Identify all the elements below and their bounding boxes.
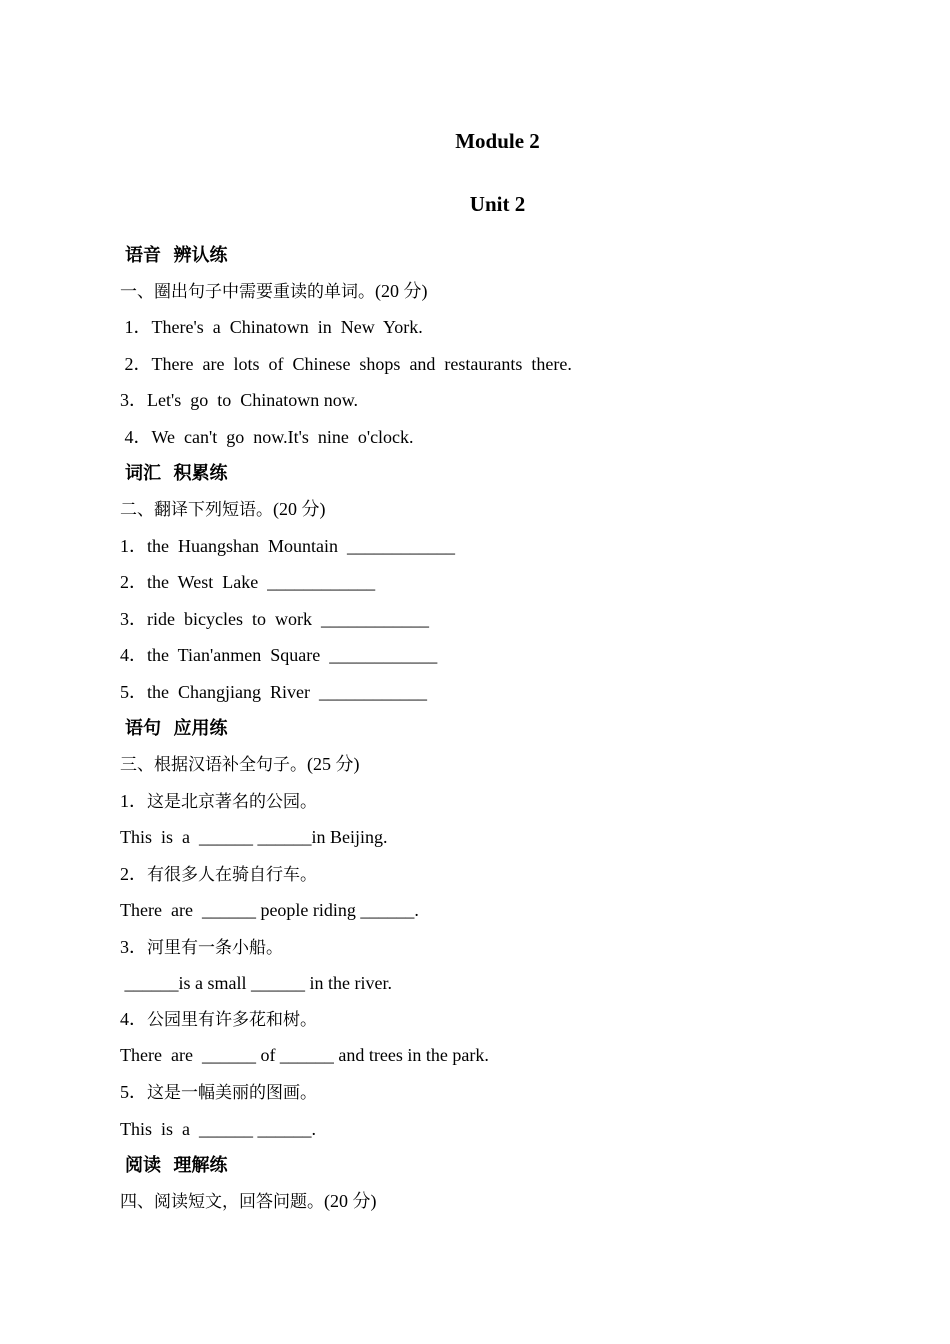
- question-item: 3．Let's go to Chinatown now.: [120, 390, 359, 410]
- heading-3-text: 三、根据汉语补全句子。: [120, 755, 307, 775]
- item-number: 2．: [120, 864, 147, 884]
- question-item: 5．the Changjiang River ____________: [120, 682, 427, 702]
- heading-2-score: (20 分): [273, 499, 326, 519]
- english-fill-line: This is a ______ ______.: [120, 1119, 316, 1139]
- page-title-module: Module 2: [455, 129, 540, 153]
- item-number: 1．: [120, 791, 147, 811]
- chinese-prompt: [120, 1008, 317, 1031]
- question-item: 2．There are lots of Chinese shops and restaurants there.: [120, 354, 572, 374]
- section-heading-1: [120, 280, 428, 303]
- chinese-text: 有很多人在骑自行车。: [147, 865, 317, 885]
- english-fill-line: ______is a small ______ in the river.: [120, 973, 392, 993]
- section-heading-3: [120, 753, 360, 776]
- heading-2-text: 二、翻译下列短语。: [120, 500, 273, 520]
- item-number: 3．: [120, 937, 147, 957]
- page-title-unit: Unit 2: [469, 192, 526, 216]
- section-tag-sentences: 语句 应用练: [125, 718, 228, 739]
- chinese-text: 这是一幅美丽的图画。: [147, 1083, 317, 1103]
- item-number: 4．: [120, 1009, 147, 1029]
- question-item: 1．the Huangshan Mountain ____________: [120, 536, 455, 556]
- chinese-prompt: [120, 936, 283, 959]
- question-item: 4．the Tian'anmen Square ____________: [120, 645, 438, 665]
- chinese-text: 公园里有许多花和树。: [147, 1010, 317, 1030]
- question-item: 4．We can't go now.It's nine o'clock.: [120, 427, 414, 447]
- question-item: 3．ride bicycles to work ____________: [120, 609, 429, 629]
- chinese-prompt: [120, 1081, 317, 1104]
- section-tag-reading: 阅读 理解练: [125, 1155, 228, 1176]
- question-item: 2．the West Lake ____________: [120, 572, 376, 592]
- english-fill-line: There are ______ people riding ______.: [120, 900, 419, 920]
- heading-1-score: (20 分): [375, 281, 428, 301]
- section-tag-pronunciation: 语音 辨认练: [125, 245, 228, 266]
- heading-3-score: (25 分): [307, 754, 360, 774]
- section-heading-4: [120, 1190, 377, 1213]
- chinese-prompt: [120, 863, 317, 886]
- chinese-prompt: [120, 790, 317, 813]
- english-fill-line: There are ______ of ______ and trees in the park.: [120, 1045, 489, 1065]
- chinese-text: 河里有一条小船。: [147, 938, 283, 958]
- chinese-text: 这是北京著名的公园。: [147, 792, 317, 812]
- heading-4-text: 四、阅读短文，回答问题。: [120, 1192, 324, 1212]
- section-tag-vocabulary: 词汇 积累练: [125, 463, 228, 484]
- english-fill-line: This is a ______ ______in Beijing.: [120, 827, 388, 847]
- section-heading-2: [120, 498, 326, 521]
- item-number: 5．: [120, 1082, 147, 1102]
- question-item: 1．There's a Chinatown in New York.: [120, 317, 423, 337]
- heading-1-text: 一、圈出句子中需要重读的单词。: [120, 282, 375, 302]
- heading-4-score: (20 分): [324, 1191, 377, 1211]
